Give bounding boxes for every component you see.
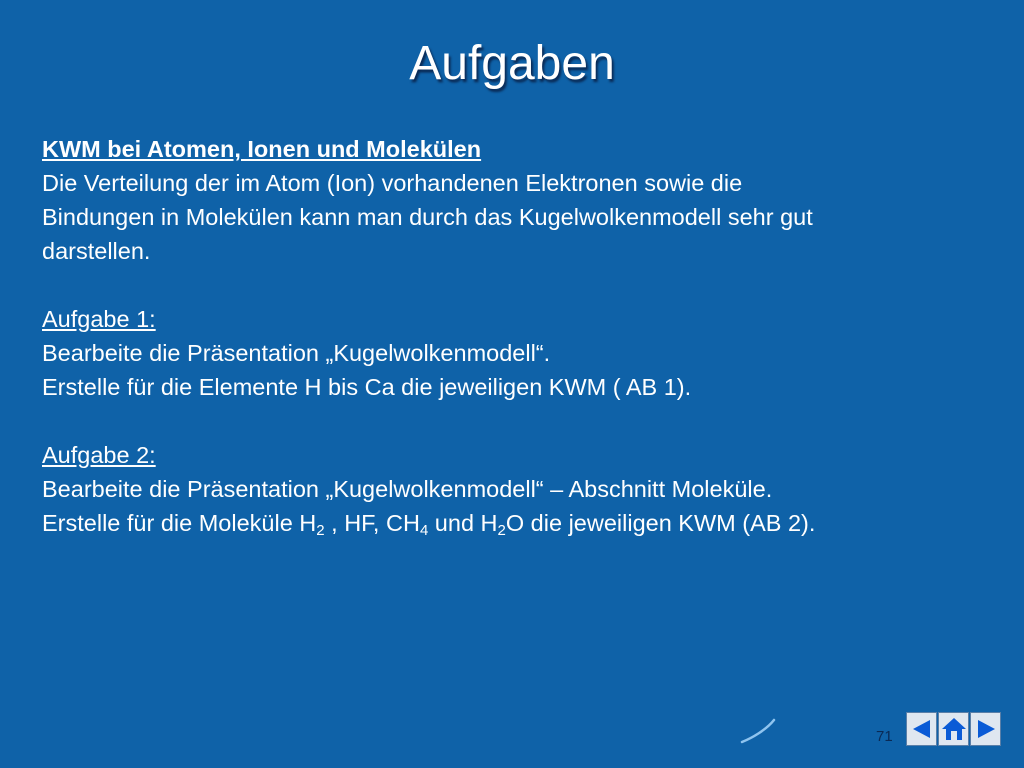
text-segment: Erstelle für die Moleküle H xyxy=(42,510,317,536)
slide-navigation xyxy=(906,712,1006,746)
section-text-line-3: darstellen. xyxy=(42,238,151,264)
task-1-line-1: Bearbeite die Präsentation „Kugelwolkenmodell“. xyxy=(42,340,551,366)
subscript: 2 xyxy=(316,522,325,539)
text-segment: O die jeweiligen KWM (AB 2). xyxy=(505,510,816,536)
arrow-left-icon xyxy=(910,717,934,741)
spacer xyxy=(42,404,1002,438)
task-2-line-2 xyxy=(42,506,1002,540)
arrow-right-icon xyxy=(974,717,998,741)
home-icon xyxy=(941,716,967,742)
slide-title: Aufgaben xyxy=(409,37,615,90)
task-1-heading: Aufgabe 1: xyxy=(42,306,156,332)
home-button[interactable] xyxy=(938,712,969,746)
section-text-line-2: Bindungen in Molekülen kann man durch das Kugelwolkenmodell sehr gut xyxy=(42,204,813,230)
page-number: 71 xyxy=(876,728,893,745)
section-heading: KWM bei Atomen, Ionen und Molekülen xyxy=(42,136,482,162)
section-text-line-1: Die Verteilung der im Atom (Ion) vorhandenen Elektronen sowie die xyxy=(42,170,743,196)
text-segment: und H xyxy=(428,510,498,536)
spacer xyxy=(42,268,1002,302)
text-segment: , HF, CH xyxy=(324,510,420,536)
swoosh-icon xyxy=(738,716,778,746)
task-2-heading: Aufgabe 2: xyxy=(42,442,156,468)
slide-content xyxy=(42,132,1002,540)
task-1-line-2: Erstelle für die Elemente H bis Ca die jeweiligen KWM ( AB 1). xyxy=(42,374,692,400)
subscript: 4 xyxy=(419,522,429,539)
task-2-line-1: Bearbeite die Präsentation „Kugelwolkenmodell“ – Abschnitt Moleküle. xyxy=(42,476,773,502)
previous-slide-button[interactable] xyxy=(906,712,937,746)
next-slide-button[interactable] xyxy=(970,712,1001,746)
subscript: 2 xyxy=(497,522,506,539)
